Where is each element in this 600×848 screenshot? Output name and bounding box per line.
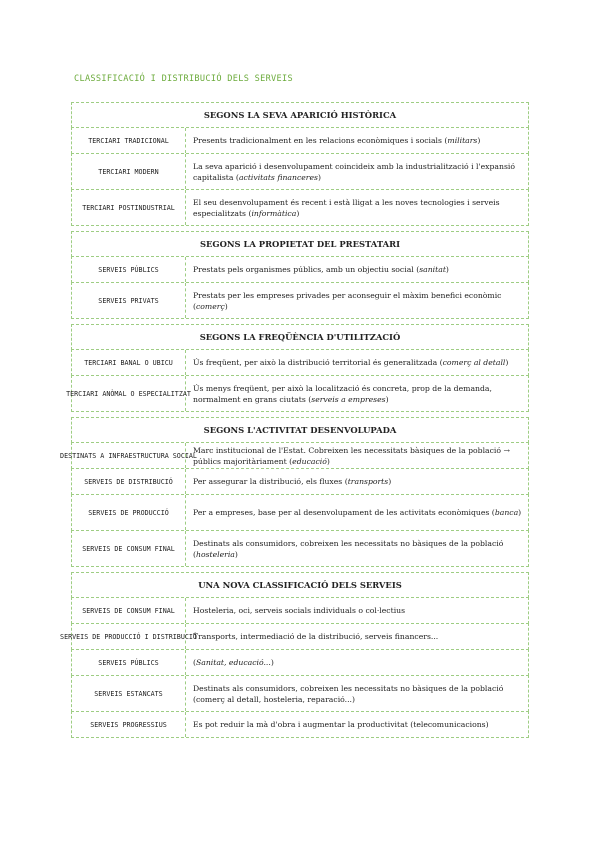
example-text: comerç — [196, 301, 225, 311]
section-heading: SEGONS LA FREQÜÈNCIA D'UTILITZACIÓ — [71, 324, 529, 350]
category-description: Ús freqüent, per això la distribució territorial és generalitzada (comerç al detall) — [193, 358, 509, 367]
table-row — [60, 623, 529, 650]
example-text: militars — [447, 136, 478, 145]
category-label: SERVEIS DE PRODUCCIÓ I DISTRIBUCIÓ — [72, 624, 186, 649]
table-row — [71, 649, 529, 676]
example-text: sanitat — [419, 265, 446, 274]
category-label: SERVEIS ESTANCATS — [72, 676, 186, 711]
table-row — [71, 597, 529, 624]
section-heading: SEGONS LA SEVA APARICIÓ HISTÒRICA — [71, 102, 529, 128]
table-row — [60, 442, 529, 469]
example-text: educació — [292, 456, 327, 466]
classification-tables — [60, 102, 529, 743]
section-heading: UNA NOVA CLASSIFICACIÓ DELS SERVEIS — [71, 572, 529, 598]
category-description: Es pot reduir la mà d'obra i augmentar la productivitat (telecomunicacions) — [193, 720, 489, 729]
category-description: Destinats als consumidors, cobreixen les necessitats no bàsiques de la població (hosteleria) — [193, 538, 504, 559]
example-text: informàtica — [251, 208, 297, 218]
category-label: SERVEIS PROGRESSIUS — [72, 712, 186, 737]
page-title: CLASSIFICACIÓ I DISTRIBUCIÓ DELS SERVEIS — [74, 74, 293, 84]
example-text: transports — [347, 477, 389, 486]
classification-section — [66, 324, 529, 412]
example-text: Sanitat, educació... — [196, 658, 271, 667]
table-row — [71, 282, 529, 319]
category-description: Destinats als consumidors, cobreixen les necessitats no bàsiques de la població (comerç al detall, hosteleria, reparació...) — [193, 683, 504, 704]
category-label: TERCIARI POSTINDUSTRIAL — [72, 190, 186, 225]
classification-section — [60, 417, 529, 567]
table-row — [71, 256, 529, 283]
section-heading: SEGONS L'ACTIVITAT DESENVOLUPADA — [71, 417, 529, 443]
category-description: Ús menys freqüent, per això la localització és concreta, prop de la demanda, normalment en grans ciutats (serveis a empreses) — [193, 383, 492, 404]
example-text: hosteleria — [196, 549, 235, 559]
table-row — [71, 468, 529, 495]
category-description: Marc institucional de l'Estat. Cobreixen les necessitats bàsiques de la població → públics majoritàriament (educació) — [193, 445, 510, 466]
table-row — [66, 375, 529, 412]
example-text: activitats financeres — [238, 172, 318, 182]
category-label: SERVEIS DE PRODUCCIÓ — [72, 495, 186, 530]
classification-section — [60, 572, 529, 738]
classification-section — [71, 231, 529, 319]
category-label: SERVEIS PÚBLICS — [72, 650, 186, 675]
table-row — [71, 153, 529, 190]
table-row — [71, 494, 529, 531]
category-label: SERVEIS PÚBLICS — [72, 257, 186, 282]
category-label: SERVEIS DE CONSUM FINAL — [72, 531, 186, 566]
category-description: Prestats pels organismes públics, amb un objectiu social (sanitat) — [193, 265, 449, 274]
table-row — [71, 711, 529, 738]
category-description: Hosteleria, oci, serveis socials individuals o col·lectius — [193, 606, 406, 615]
category-label: DESTINATS A INFRAESTRUCTURA SOCIAL — [72, 443, 186, 468]
category-label: TERCIARI TRADICIONAL — [72, 128, 186, 153]
classification-section — [71, 102, 529, 226]
example-text: comerç al detall — [442, 358, 506, 367]
table-row — [71, 349, 529, 376]
category-label: SERVEIS DE CONSUM FINAL — [72, 598, 186, 623]
example-text: banca — [494, 508, 519, 517]
category-description: Per assegurar la distribució, els fluxes (transports) — [193, 477, 392, 486]
category-description: Per a empreses, base per al desenvolupament de les activitats econòmiques (banca) — [193, 508, 522, 517]
example-text: serveis a empreses — [311, 394, 386, 404]
category-description: Presents tradicionalment en les relacions econòmiques i socials (militars) — [193, 136, 481, 145]
category-description: Transports, intermediació de la distribució, serveis financers... — [193, 632, 439, 641]
category-description: El seu desenvolupament és recent i està lligat a les noves tecnologies i serveis especialitzats (informàtica) — [193, 197, 500, 218]
category-label: SERVEIS PRIVATS — [72, 283, 186, 318]
table-row — [71, 530, 529, 567]
category-label: TERCIARI MODERN — [72, 154, 186, 189]
category-description: (Sanitat, educació...) — [193, 658, 274, 667]
table-row — [71, 675, 529, 712]
section-heading: SEGONS LA PROPIETAT DEL PRESTATARI — [71, 231, 529, 257]
category-description: Prestats per les empreses privades per aconseguir el màxim benefici econòmic (comerç) — [193, 290, 502, 311]
category-label: TERCIARI BANAL O UBICU — [72, 350, 186, 375]
category-description: La seva aparició i desenvolupament coincideix amb la industrialització i l'expansió capitalista (activitats financeres) — [193, 161, 515, 182]
table-row — [71, 127, 529, 154]
category-label: TERCIARI ANÒMAL O ESPECIALITZAT — [72, 376, 186, 411]
category-label: SERVEIS DE DISTRIBUCIÓ — [72, 469, 186, 494]
table-row — [71, 189, 529, 226]
